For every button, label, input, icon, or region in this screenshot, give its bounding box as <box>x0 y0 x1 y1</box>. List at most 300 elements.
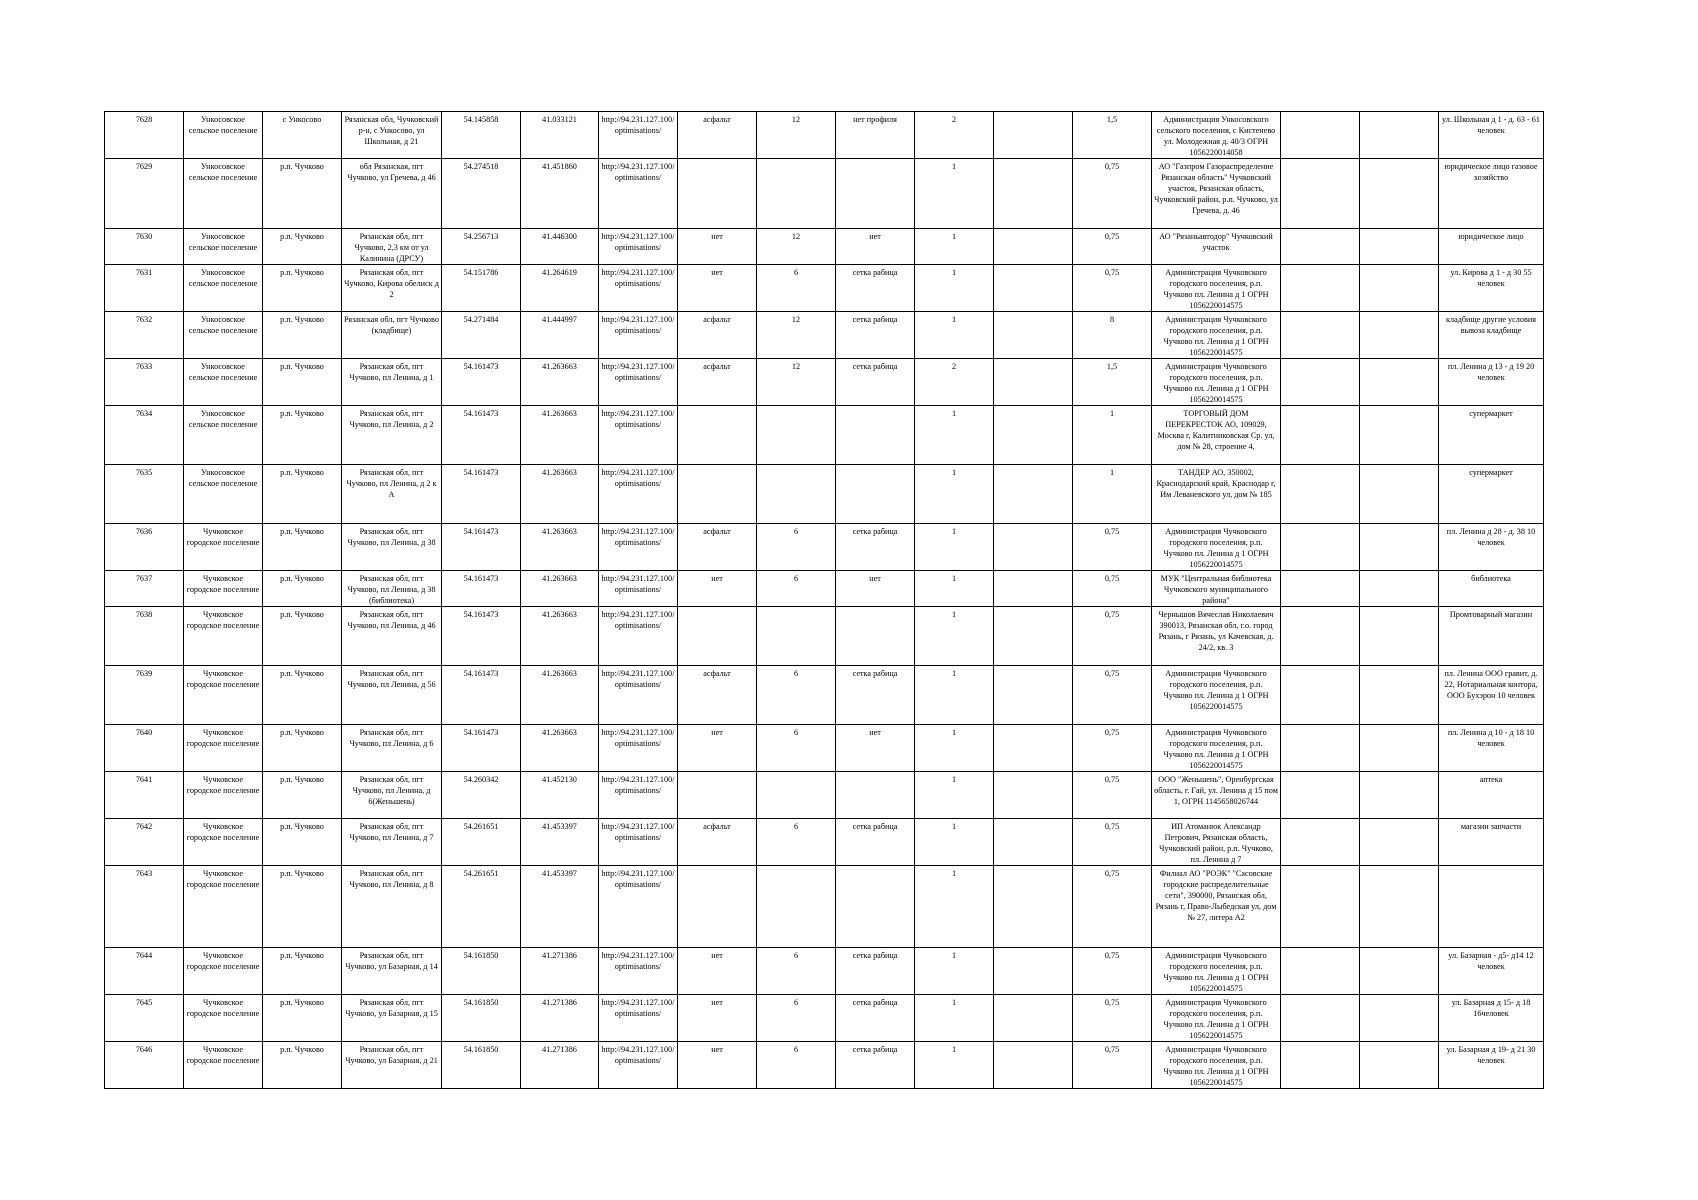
address-cell: Рязанская обл, пгт Чучково, пл Ленина, д 2 <box>342 406 442 465</box>
empty-cell <box>1360 359 1439 406</box>
note-cell: пл. Ленина д 10 - д 18 10 человек <box>1439 725 1544 772</box>
owner-cell: ТАНДЕР АО, 350002, Краснодарский край, Краснодар г, Им Леваневского ул, дом № 185 <box>1152 465 1281 524</box>
row-id-cell: 7643 <box>105 866 184 948</box>
table-row <box>105 524 1544 571</box>
row-id-cell: 7635 <box>105 465 184 524</box>
settlement-cell: Ункосовское сельское поселение <box>184 265 263 312</box>
fence-cell <box>836 607 915 666</box>
owner-cell: Администрация Чучковского городского поселения, р.п. Чучково пл. Ленина д 1 ОГРН 1056220014575 <box>1152 359 1281 406</box>
longitude-cell: 41.263663 <box>521 725 599 772</box>
table-row <box>105 866 1544 948</box>
settlement-cell: Чучковское городское поселение <box>184 995 263 1042</box>
locality-cell: р.п. Чучково <box>263 524 342 571</box>
latitude-cell: 54.260342 <box>442 772 521 819</box>
surface-cell: нет <box>678 571 757 607</box>
owner-cell: Чернышов Вячеслав Николаевич 390013, Рязанская обл, г.о. город Рязань, г Рязань, ул Качевская, д. 24/2, кв. 3 <box>1152 607 1281 666</box>
fence-cell <box>836 406 915 465</box>
empty-cell <box>1281 159 1360 229</box>
empty-cell <box>1360 666 1439 725</box>
note-cell: ул. Школьная д 1 - д. 63 - 61 человек <box>1439 112 1544 159</box>
surface-cell <box>678 772 757 819</box>
note-cell: кладбище другие условия вывоза кладбище <box>1439 312 1544 359</box>
area-cell <box>757 607 836 666</box>
map-link-cell[interactable]: http://94.231.127.100/optimisations/ <box>599 819 678 866</box>
empty-cell <box>1360 229 1439 265</box>
latitude-cell: 54.161473 <box>442 607 521 666</box>
fence-cell: сетка рабица <box>836 359 915 406</box>
surface-cell: нет <box>678 265 757 312</box>
map-link-cell[interactable]: http://94.231.127.100/optimisations/ <box>599 312 678 359</box>
owner-cell: АО "Рязаньавтодор" Чучковский участок <box>1152 229 1281 265</box>
map-link-cell[interactable]: http://94.231.127.100/optimisations/ <box>599 265 678 312</box>
empty-cell <box>994 465 1073 524</box>
containers-count-cell: 1 <box>915 312 994 359</box>
empty-cell <box>1360 265 1439 312</box>
fence-cell <box>836 159 915 229</box>
owner-cell: Администрация Чучковского городского поселения, р.п. Чучково пл. Ленина д 1 ОГРН 1056220014575 <box>1152 312 1281 359</box>
address-cell: Рязанская обл, пгт Чучково, ул Базарная, д 14 <box>342 948 442 995</box>
table-row <box>105 312 1544 359</box>
address-cell: Рязанская обл, пгт Чучково, пл Ленина, д 7 <box>342 819 442 866</box>
row-id-cell: 7642 <box>105 819 184 866</box>
address-cell: Рязанская обл, пгт Чучково, пл Ленина, д 46 <box>342 607 442 666</box>
note-cell: юридическое лицо газовое хозяйство <box>1439 159 1544 229</box>
longitude-cell: 41.263663 <box>521 571 599 607</box>
owner-cell: Администрация Чучковского городского поселения, р.п. Чучково пл. Ленина д 1 ОГРН 1056220014575 <box>1152 666 1281 725</box>
table-row <box>105 819 1544 866</box>
map-link-cell[interactable]: http://94.231.127.100/optimisations/ <box>599 571 678 607</box>
address-cell: Рязанская обл, пгт Чучково, пл Ленина, д 56 <box>342 666 442 725</box>
map-link-cell[interactable]: http://94.231.127.100/optimisations/ <box>599 607 678 666</box>
row-id-cell: 7637 <box>105 571 184 607</box>
area-cell <box>757 866 836 948</box>
address-cell: Рязанская обл, Чучковский р-н, с Ункосово, ул Школьная, д 21 <box>342 112 442 159</box>
latitude-cell: 54.161850 <box>442 1042 521 1089</box>
surface-cell: асфальт <box>678 524 757 571</box>
containers-count-cell: 1 <box>915 159 994 229</box>
latitude-cell: 54.161473 <box>442 666 521 725</box>
empty-cell <box>994 312 1073 359</box>
surface-cell: асфальт <box>678 359 757 406</box>
registry-table <box>104 111 1544 1089</box>
empty-cell <box>1360 772 1439 819</box>
latitude-cell: 54.161850 <box>442 995 521 1042</box>
longitude-cell: 41.446300 <box>521 229 599 265</box>
empty-cell <box>1360 995 1439 1042</box>
table-row <box>105 229 1544 265</box>
map-link-cell[interactable]: http://94.231.127.100/optimisations/ <box>599 465 678 524</box>
surface-cell <box>678 159 757 229</box>
fence-cell: сетка рабица <box>836 1042 915 1089</box>
map-link-cell[interactable]: http://94.231.127.100/optimisations/ <box>599 866 678 948</box>
empty-cell <box>994 666 1073 725</box>
address-cell: Рязанская обл, пгт Чучково, ул Базарная, д 21 <box>342 1042 442 1089</box>
map-link-cell[interactable]: http://94.231.127.100/optimisations/ <box>599 159 678 229</box>
map-link-cell[interactable]: http://94.231.127.100/optimisations/ <box>599 772 678 819</box>
empty-cell <box>1360 819 1439 866</box>
surface-cell <box>678 866 757 948</box>
table-row <box>105 948 1544 995</box>
area-cell: 6 <box>757 948 836 995</box>
owner-cell: Администрация Чучковского городского поселения, р.п. Чучково пл. Ленина д 1 ОГРН 1056220014575 <box>1152 265 1281 312</box>
surface-cell: асфальт <box>678 112 757 159</box>
empty-cell <box>1281 819 1360 866</box>
address-cell: Рязанская обл, пгт Чучково, пл Ленина, д 6 <box>342 725 442 772</box>
surface-cell: асфальт <box>678 666 757 725</box>
table-row <box>105 112 1544 159</box>
area-cell <box>757 159 836 229</box>
area-cell: 12 <box>757 112 836 159</box>
settlement-cell: Чучковское городское поселение <box>184 819 263 866</box>
volume-cell: 0,75 <box>1073 607 1152 666</box>
row-id-cell: 7645 <box>105 995 184 1042</box>
empty-cell <box>994 948 1073 995</box>
owner-cell: ООО "Женьшень", Оренбургская область, г. Гай, ул. Ленина д 15 пом 1, ОГРН 1145658026744 <box>1152 772 1281 819</box>
address-cell: Рязанская обл, пгт Чучково, пл Ленина, д 2 к А <box>342 465 442 524</box>
table-row <box>105 725 1544 772</box>
empty-cell <box>1281 948 1360 995</box>
empty-cell <box>1360 571 1439 607</box>
latitude-cell: 54.161473 <box>442 406 521 465</box>
longitude-cell: 41.271386 <box>521 995 599 1042</box>
area-cell: 6 <box>757 571 836 607</box>
address-cell: Рязанская обл, пгт Чучково, пл Ленина, д 38 (библиотека) <box>342 571 442 607</box>
locality-cell: р.п. Чучково <box>263 406 342 465</box>
longitude-cell: 41.271386 <box>521 1042 599 1089</box>
area-cell: 12 <box>757 312 836 359</box>
owner-cell: ИП Атоманюк Александр Петрович, Рязанская область, Чучковский район, р.п. Чучково, пл. Ленина д 7 <box>1152 819 1281 866</box>
locality-cell: р.п. Чучково <box>263 607 342 666</box>
settlement-cell: Чучковское городское поселение <box>184 666 263 725</box>
locality-cell: р.п. Чучково <box>263 666 342 725</box>
fence-cell: сетка рабица <box>836 948 915 995</box>
address-cell: Рязанская обл, пгт Чучково, пл Ленина, д 8 <box>342 866 442 948</box>
row-id-cell: 7638 <box>105 607 184 666</box>
area-cell: 6 <box>757 265 836 312</box>
empty-cell <box>994 772 1073 819</box>
address-cell: обл Рязанская, пгт Чучково, ул Гречева, д 46 <box>342 159 442 229</box>
fence-cell <box>836 772 915 819</box>
empty-cell <box>1360 465 1439 524</box>
map-link-cell[interactable]: http://94.231.127.100/optimisations/ <box>599 406 678 465</box>
empty-cell <box>994 571 1073 607</box>
area-cell <box>757 772 836 819</box>
address-cell: Рязанская обл, пгт Чучково, ул Базарная, д 15 <box>342 995 442 1042</box>
volume-cell: 0,75 <box>1073 159 1152 229</box>
area-cell <box>757 465 836 524</box>
settlement-cell: Чучковское городское поселение <box>184 607 263 666</box>
table-row <box>105 772 1544 819</box>
owner-cell: Администрация Чучковского городского поселения, р.п. Чучково пл. Ленина д 1 ОГРН 1056220014575 <box>1152 524 1281 571</box>
containers-count-cell: 1 <box>915 666 994 725</box>
map-link-cell[interactable]: http://94.231.127.100/optimisations/ <box>599 359 678 406</box>
address-cell: Рязанская обл, пгт Чучково, Кирова обелиск д 2 <box>342 265 442 312</box>
table-row <box>105 571 1544 607</box>
area-cell: 12 <box>757 229 836 265</box>
fence-cell: нет профиля <box>836 112 915 159</box>
containers-count-cell: 1 <box>915 948 994 995</box>
table-row <box>105 406 1544 465</box>
table-row <box>105 159 1544 229</box>
owner-cell: Администрация Чучковского городского поселения, р.п. Чучково пл. Ленина д 1 ОГРН 1056220014575 <box>1152 1042 1281 1089</box>
empty-cell <box>1360 406 1439 465</box>
empty-cell <box>994 995 1073 1042</box>
owner-cell: Администрация Ункосовского сельского поселения, с Кистенево ул. Молодежная д. 40/3 ОГРН 1056220014058 <box>1152 112 1281 159</box>
map-link-cell[interactable]: http://94.231.127.100/optimisations/ <box>599 666 678 725</box>
fence-cell: сетка рабица <box>836 819 915 866</box>
containers-count-cell: 1 <box>915 1042 994 1089</box>
containers-count-cell: 2 <box>915 112 994 159</box>
row-id-cell: 7644 <box>105 948 184 995</box>
longitude-cell: 41.444997 <box>521 312 599 359</box>
locality-cell: р.п. Чучково <box>263 948 342 995</box>
containers-count-cell: 1 <box>915 995 994 1042</box>
containers-count-cell: 1 <box>915 406 994 465</box>
empty-cell <box>1281 359 1360 406</box>
row-id-cell: 7631 <box>105 265 184 312</box>
longitude-cell: 41.452130 <box>521 772 599 819</box>
containers-count-cell: 1 <box>915 772 994 819</box>
containers-count-cell: 1 <box>915 229 994 265</box>
latitude-cell: 54.261651 <box>442 866 521 948</box>
fence-cell: сетка рабица <box>836 265 915 312</box>
latitude-cell: 54.161473 <box>442 571 521 607</box>
address-cell: Рязанская обл, пгт Чучково (кладбище) <box>342 312 442 359</box>
table-row <box>105 1042 1544 1089</box>
surface-cell: асфальт <box>678 312 757 359</box>
volume-cell: 0,75 <box>1073 725 1152 772</box>
settlement-cell: Чучковское городское поселение <box>184 725 263 772</box>
map-link-cell[interactable]: http://94.231.127.100/optimisations/ <box>599 725 678 772</box>
fence-cell: сетка рабица <box>836 312 915 359</box>
longitude-cell: 41.453397 <box>521 819 599 866</box>
volume-cell: 0,75 <box>1073 866 1152 948</box>
locality-cell: р.п. Чучково <box>263 159 342 229</box>
longitude-cell: 41.263663 <box>521 666 599 725</box>
surface-cell: нет <box>678 229 757 265</box>
empty-cell <box>1281 866 1360 948</box>
locality-cell: р.п. Чучково <box>263 772 342 819</box>
latitude-cell: 54.274518 <box>442 159 521 229</box>
table-row <box>105 666 1544 725</box>
locality-cell: р.п. Чучково <box>263 359 342 406</box>
note-cell: супермаркет <box>1439 465 1544 524</box>
note-cell: Промтоварный магазин <box>1439 607 1544 666</box>
settlement-cell: Ункосовское сельское поселение <box>184 229 263 265</box>
locality-cell: р.п. Чучково <box>263 995 342 1042</box>
settlement-cell: Чучковское городское поселение <box>184 866 263 948</box>
volume-cell: 1 <box>1073 465 1152 524</box>
locality-cell: р.п. Чучково <box>263 725 342 772</box>
empty-cell <box>1281 112 1360 159</box>
area-cell: 12 <box>757 359 836 406</box>
surface-cell: нет <box>678 948 757 995</box>
empty-cell <box>1360 866 1439 948</box>
volume-cell: 8 <box>1073 312 1152 359</box>
empty-cell <box>994 229 1073 265</box>
containers-count-cell: 1 <box>915 866 994 948</box>
containers-count-cell: 1 <box>915 465 994 524</box>
longitude-cell: 41.451860 <box>521 159 599 229</box>
empty-cell <box>1281 1042 1360 1089</box>
volume-cell: 0,75 <box>1073 995 1152 1042</box>
volume-cell: 1 <box>1073 406 1152 465</box>
empty-cell <box>1281 725 1360 772</box>
empty-cell <box>1281 772 1360 819</box>
empty-cell <box>1360 607 1439 666</box>
row-id-cell: 7633 <box>105 359 184 406</box>
empty-cell <box>994 866 1073 948</box>
fence-cell <box>836 866 915 948</box>
latitude-cell: 54.261651 <box>442 819 521 866</box>
surface-cell <box>678 465 757 524</box>
table-body <box>105 112 1544 1089</box>
empty-cell <box>1281 666 1360 725</box>
note-cell: ул. Базарная д 19- д 21 30 человек <box>1439 1042 1544 1089</box>
row-id-cell: 7634 <box>105 406 184 465</box>
locality-cell: р.п. Чучково <box>263 866 342 948</box>
surface-cell <box>678 607 757 666</box>
empty-cell <box>1360 159 1439 229</box>
owner-cell: Администрация Чучковского городского поселения, р.п. Чучково пл. Ленина д 1 ОГРН 1056220014575 <box>1152 995 1281 1042</box>
map-link-cell[interactable]: http://94.231.127.100/optimisations/ <box>599 995 678 1042</box>
note-cell: ул. Базарная д 15- д 18 16человек <box>1439 995 1544 1042</box>
table-row <box>105 607 1544 666</box>
volume-cell: 0,75 <box>1073 229 1152 265</box>
surface-cell: нет <box>678 1042 757 1089</box>
map-link-cell[interactable]: http://94.231.127.100/optimisations/ <box>599 1042 678 1089</box>
settlement-cell: Чучковское городское поселение <box>184 772 263 819</box>
row-id-cell: 7632 <box>105 312 184 359</box>
table-row <box>105 465 1544 524</box>
note-cell: пл. Ленина д 28 - д. 38 10 человек <box>1439 524 1544 571</box>
volume-cell: 0,75 <box>1073 265 1152 312</box>
latitude-cell: 54.151786 <box>442 265 521 312</box>
fence-cell <box>836 465 915 524</box>
longitude-cell: 41.263663 <box>521 524 599 571</box>
settlement-cell: Ункосовское сельское поселение <box>184 465 263 524</box>
locality-cell: с Ункосово <box>263 112 342 159</box>
containers-count-cell: 1 <box>915 819 994 866</box>
longitude-cell: 41.271386 <box>521 948 599 995</box>
volume-cell: 0,75 <box>1073 524 1152 571</box>
locality-cell: р.п. Чучково <box>263 465 342 524</box>
area-cell: 6 <box>757 1042 836 1089</box>
address-cell: Рязанская обл, пгт Чучково, пл Ленина, д 6(Женьшень) <box>342 772 442 819</box>
empty-cell <box>1281 265 1360 312</box>
locality-cell: р.п. Чучково <box>263 312 342 359</box>
owner-cell: ТОРГОВЫЙ ДОМ ПЕРЕКРЕСТОК АО, 109029, Москва г, Калитниковская Ср. ул, дом № 28, строение 4, <box>1152 406 1281 465</box>
note-cell: ул. Базарная - д5- д14 12 человек <box>1439 948 1544 995</box>
latitude-cell: 54.161473 <box>442 465 521 524</box>
fence-cell: нет <box>836 725 915 772</box>
empty-cell <box>1281 571 1360 607</box>
row-id-cell: 7640 <box>105 725 184 772</box>
settlement-cell: Чучковское городское поселение <box>184 1042 263 1089</box>
volume-cell: 1,5 <box>1073 359 1152 406</box>
settlement-cell: Чучковское городское поселение <box>184 524 263 571</box>
latitude-cell: 54.256713 <box>442 229 521 265</box>
locality-cell: р.п. Чучково <box>263 819 342 866</box>
containers-count-cell: 1 <box>915 524 994 571</box>
area-cell: 6 <box>757 524 836 571</box>
row-id-cell: 7629 <box>105 159 184 229</box>
row-id-cell: 7639 <box>105 666 184 725</box>
address-cell: Рязанская обл, пгт Чучково, пл Ленина, д 1 <box>342 359 442 406</box>
note-cell: ул. Кирова д 1 - д 30 55 человек <box>1439 265 1544 312</box>
empty-cell <box>1360 1042 1439 1089</box>
area-cell <box>757 406 836 465</box>
settlement-cell: Ункосовское сельское поселение <box>184 359 263 406</box>
empty-cell <box>1281 312 1360 359</box>
longitude-cell: 41.033121 <box>521 112 599 159</box>
note-cell: юридическое лицо <box>1439 229 1544 265</box>
map-link-cell[interactable]: http://94.231.127.100/optimisations/ <box>599 112 678 159</box>
address-cell: Рязанская обл, пгт Чучково, 2,3 км от ул Калинина (ДРСУ) <box>342 229 442 265</box>
locality-cell: р.п. Чучково <box>263 229 342 265</box>
surface-cell: нет <box>678 995 757 1042</box>
containers-count-cell: 1 <box>915 607 994 666</box>
row-id-cell: 7628 <box>105 112 184 159</box>
table-row <box>105 995 1544 1042</box>
note-cell: супермаркет <box>1439 406 1544 465</box>
empty-cell <box>994 265 1073 312</box>
empty-cell <box>1281 406 1360 465</box>
volume-cell: 0,75 <box>1073 1042 1152 1089</box>
settlement-cell: Чучковское городское поселение <box>184 948 263 995</box>
volume-cell: 1,5 <box>1073 112 1152 159</box>
empty-cell <box>1281 524 1360 571</box>
row-id-cell: 7630 <box>105 229 184 265</box>
volume-cell: 0,75 <box>1073 948 1152 995</box>
row-id-cell: 7636 <box>105 524 184 571</box>
latitude-cell: 54.161473 <box>442 524 521 571</box>
map-link-cell[interactable]: http://94.231.127.100/optimisations/ <box>599 229 678 265</box>
empty-cell <box>994 112 1073 159</box>
owner-cell: Филиал АО "РОЭК" "Сасовские городские распределительные сети", 390000, Рязанская обл, Рязань г, Право-Лыбедская ул, дом № 27, литера А2 <box>1152 866 1281 948</box>
row-id-cell: 7641 <box>105 772 184 819</box>
latitude-cell: 54.161473 <box>442 359 521 406</box>
address-cell: Рязанская обл, пгт Чучково, пл Ленина, д 38 <box>342 524 442 571</box>
surface-cell: асфальт <box>678 819 757 866</box>
locality-cell: р.п. Чучково <box>263 571 342 607</box>
empty-cell <box>1360 725 1439 772</box>
containers-count-cell: 2 <box>915 359 994 406</box>
longitude-cell: 41.263663 <box>521 359 599 406</box>
latitude-cell: 54.145858 <box>442 112 521 159</box>
map-link-cell[interactable]: http://94.231.127.100/optimisations/ <box>599 524 678 571</box>
empty-cell <box>1281 995 1360 1042</box>
fence-cell: нет <box>836 229 915 265</box>
volume-cell: 0,75 <box>1073 666 1152 725</box>
surface-cell <box>678 406 757 465</box>
containers-count-cell: 1 <box>915 265 994 312</box>
fence-cell: нет <box>836 571 915 607</box>
map-link-cell[interactable]: http://94.231.127.100/optimisations/ <box>599 948 678 995</box>
settlement-cell: Ункосовское сельское поселение <box>184 406 263 465</box>
latitude-cell: 54.161850 <box>442 948 521 995</box>
area-cell: 6 <box>757 819 836 866</box>
note-cell: аптека <box>1439 772 1544 819</box>
longitude-cell: 41.263663 <box>521 465 599 524</box>
locality-cell: р.п. Чучково <box>263 1042 342 1089</box>
empty-cell <box>994 607 1073 666</box>
latitude-cell: 54.161473 <box>442 725 521 772</box>
surface-cell: нет <box>678 725 757 772</box>
owner-cell: АО "Газпром Газораспределение Рязанская область" Чучковский участок, Рязанская область, Чучковский район, р.п. Чучково, ул Гречева, д. 46 <box>1152 159 1281 229</box>
longitude-cell: 41.263663 <box>521 406 599 465</box>
empty-cell <box>1281 229 1360 265</box>
